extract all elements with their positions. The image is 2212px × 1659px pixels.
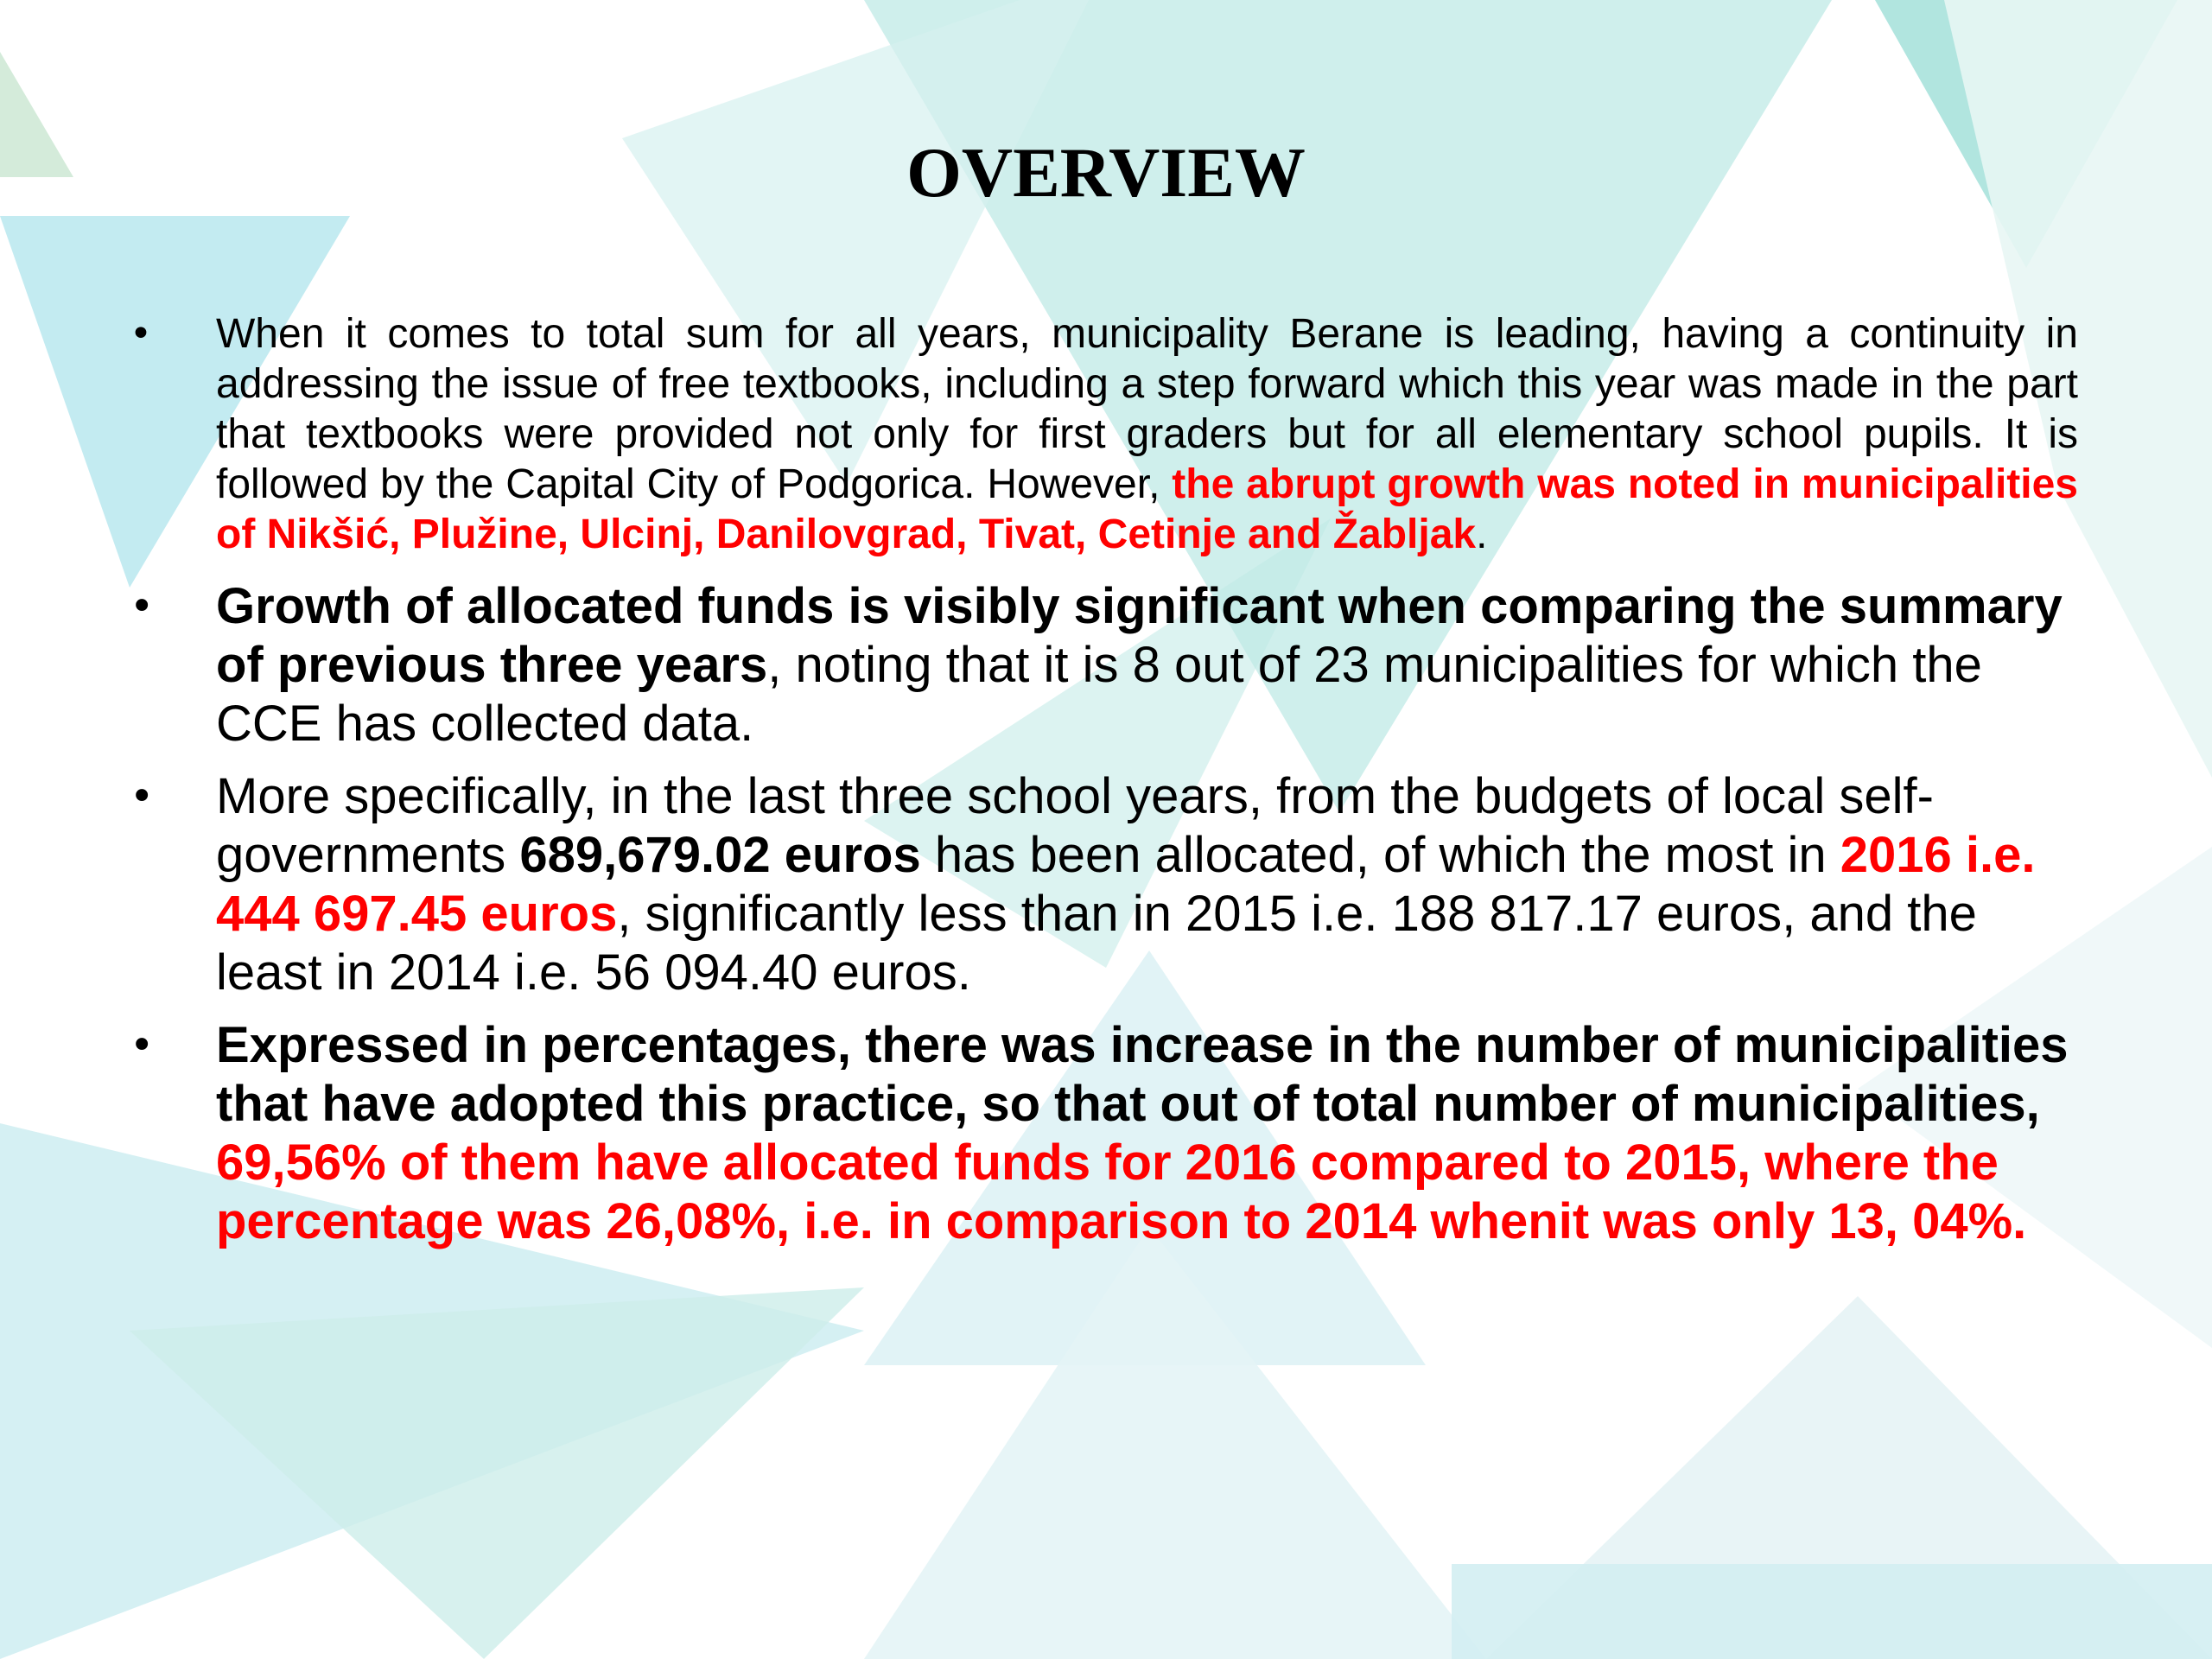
text-segment: More specifically, in the last three school years, from the budgets of local self-governments [216,768,1934,883]
bullet-text [216,577,2078,753]
text-segment: , significantly less than in 2015 i.e. 188 817.17 euros, and the least in 2014 i.e. 56 094.40 euros. [216,886,1977,1001]
highlight-text: the abrupt growth was noted in municipalities of Nikšić, Plužine, Ulcinj, Danilovgrad, Tivat, Cetinje and Žabljak [216,461,2079,557]
highlight-text: 2016 i.e. 444 697.45 euros [216,827,2036,942]
bullet-text [216,1016,2078,1251]
text-segment: has been allocated, of which the most in [920,827,1840,883]
bold-text: Expressed in percentages, there was increase in the number of municipalities that have adopted this practice, so that out of total number of municipalities, [216,1017,2069,1132]
bold-text: Growth of allocated funds is visibly significant when comparing the summary of previous three years [216,578,2063,693]
text-segment: , noting that it is 8 out of 23 municipalities for which the CCE has collected data. [216,637,1982,752]
bullet-item-budget-allocations [130,767,2078,1002]
bullet-text [216,767,2078,1002]
text-segment: . [1476,512,1488,557]
bullet-item-berane-leading [130,309,2078,560]
bullet-dot-icon: • [130,772,155,821]
bullet-item-growth-of-funds [130,577,2078,753]
bullet-dot-icon: • [130,1021,155,1070]
bullet-list [130,309,2078,1251]
highlight-text: 69,56% of them have allocated funds for 2016 compared to 2015, where the percentage was 26,08%, i.e. in comparison to 2014 whenit was only 13, 04%. [216,1135,2027,1249]
bullet-item-percentages [130,1016,2078,1251]
text-segment: When it comes to total sum for all years, municipality Berane is leading, having a continuity in addressing the issue of free textbooks, including a step forward which this year was made in the part that textbooks were provided not only for first graders but for all elementary school pupils. It is followed by the Capital City of Podgorica. However, [216,311,2078,507]
bullet-dot-icon: • [130,312,152,356]
bullet-text [216,309,2078,560]
slide-title: OVERVIEW [906,133,1306,212]
total-amount: 689,679.02 euros [519,827,921,883]
bullet-dot-icon: • [130,582,155,631]
